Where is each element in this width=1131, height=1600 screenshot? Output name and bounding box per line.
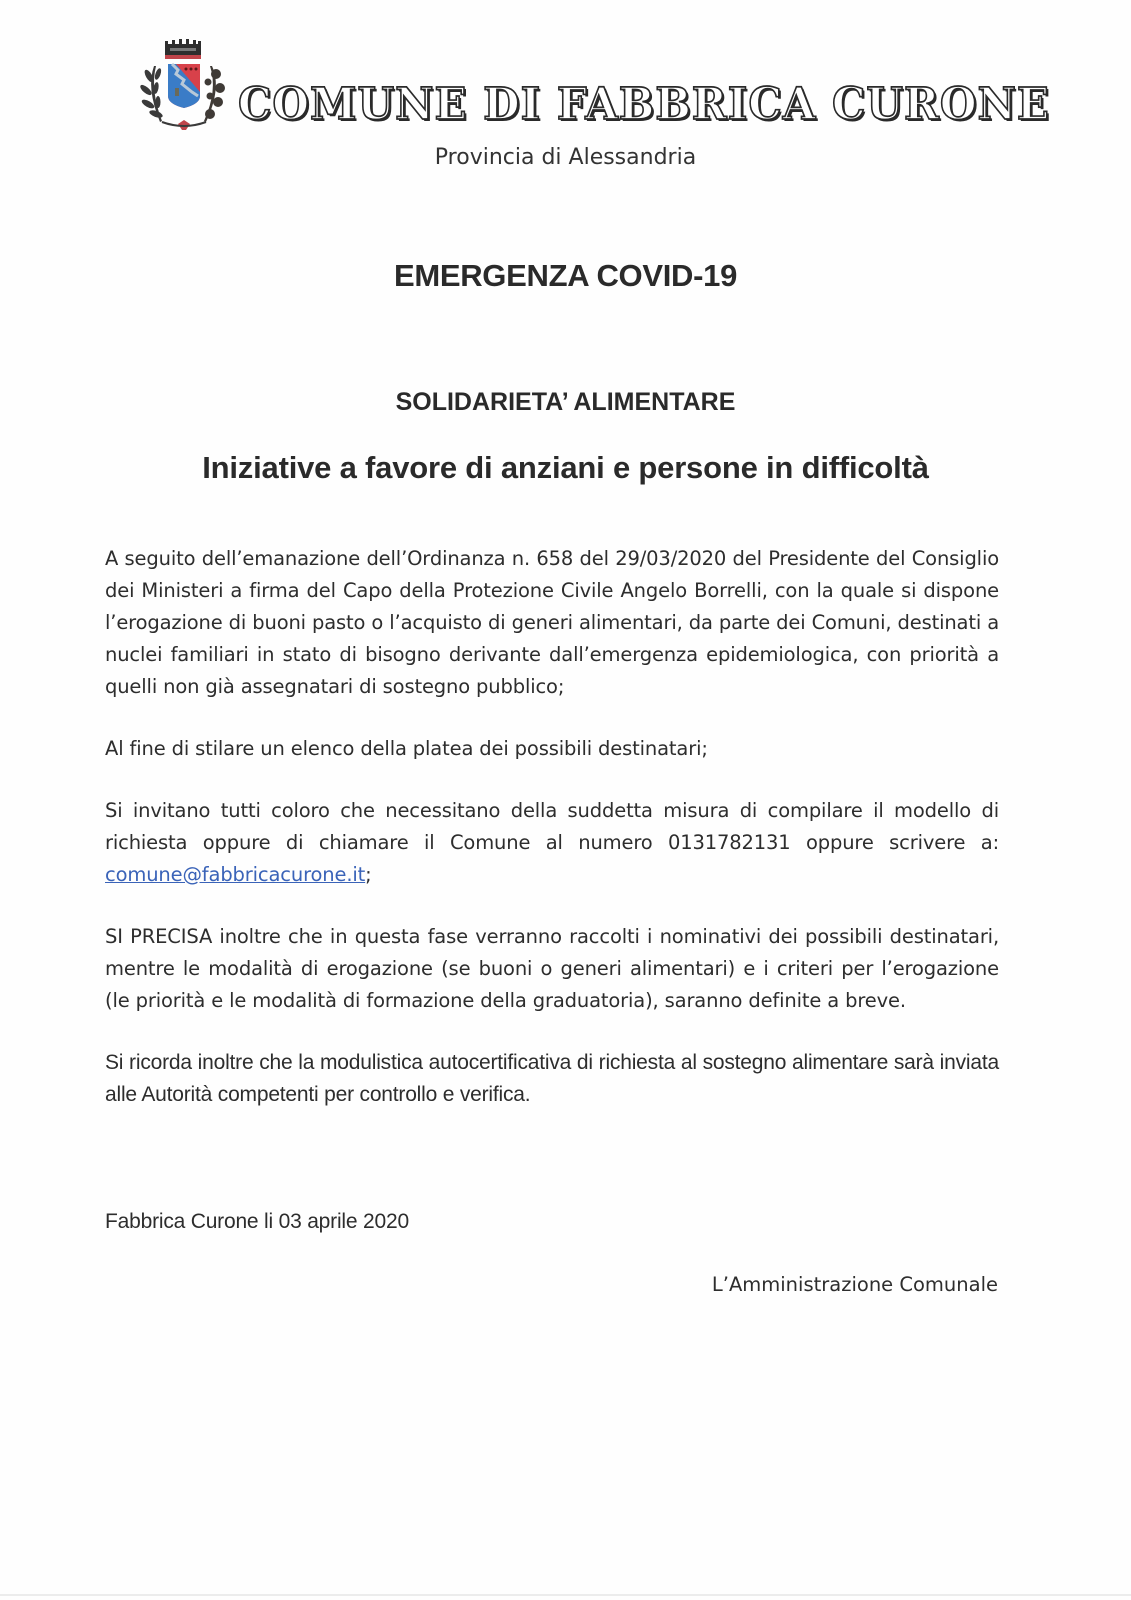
- paragraph-ordinance: A seguito dell’emanazione dell’Ordinanza n. 658 del 29/03/2020 del Presidente del Consiglio dei Ministeri a firma del Capo della Protezione Civile Angelo Borrelli, con la quale si dispone l’erogazione di buoni pasto o l’acquisto di generi alimentari, da parte dei Comuni, destinati a nuclei familiari in stato di bisogno derivante dall’emergenza epidemiologica, con priorità a quelli non già assegnatari di sostegno pubblico;: [105, 547, 999, 698]
- letterhead: [132, 38, 1050, 148]
- paragraph-clarification: SI PRECISA inoltre che in questa fase verranno raccolti i nominativi dei possibili destinatari, mentre le modalità di erogazione (se buoni o generi alimentari) e i criteri per l’erogazione (le priorità e le modalità di formazione della graduatoria), saranno definite a breve.: [105, 925, 999, 1012]
- paragraph-purpose: Al fine di stilare un elenco della platea dei possibili destinatari;: [105, 737, 708, 760]
- municipality-name: COMUNE DI FABBRICA CURONE: [238, 78, 1050, 130]
- signature: L’Amministrazione Comunale: [711, 1273, 998, 1296]
- document-heading: Iniziative a favore di anziani e persone in difficoltà: [202, 450, 929, 485]
- paragraph-reminder: Si ricorda inoltre che la modulistica autocertificativa di richiesta al sostegno alimentare sarà inviata alle Autorità competenti per controllo e verifica.: [105, 1051, 999, 1106]
- invitation-text: Si invitano tutti coloro che necessitano della suddetta misura di compilare il modello di richiesta oppure di chiamare il Comune al numero 0131782131 oppure scrivere a:: [105, 799, 999, 854]
- document-title: EMERGENZA COVID-19: [393, 258, 738, 293]
- crown-icon: [165, 39, 201, 59]
- coat-of-arms-icon: [132, 38, 236, 142]
- document-body: [105, 543, 999, 1141]
- shield-icon: [168, 64, 200, 108]
- email-link[interactable]: comune@fabbricacurone.it: [105, 863, 366, 886]
- document-subtitle: SOLIDARIETA’ ALIMENTARE: [395, 388, 736, 416]
- oak-branch-icon: [204, 66, 225, 122]
- place-and-date: Fabbrica Curone li 03 aprile 2020: [105, 1210, 409, 1233]
- ribbon-icon: [162, 120, 206, 130]
- invitation-suffix: ;: [365, 863, 372, 886]
- page-edge: [0, 1594, 1131, 1596]
- province-name: Provincia di Alessandria: [434, 145, 697, 170]
- paragraph-invitation: [105, 795, 999, 891]
- olive-branch-icon: [139, 66, 164, 122]
